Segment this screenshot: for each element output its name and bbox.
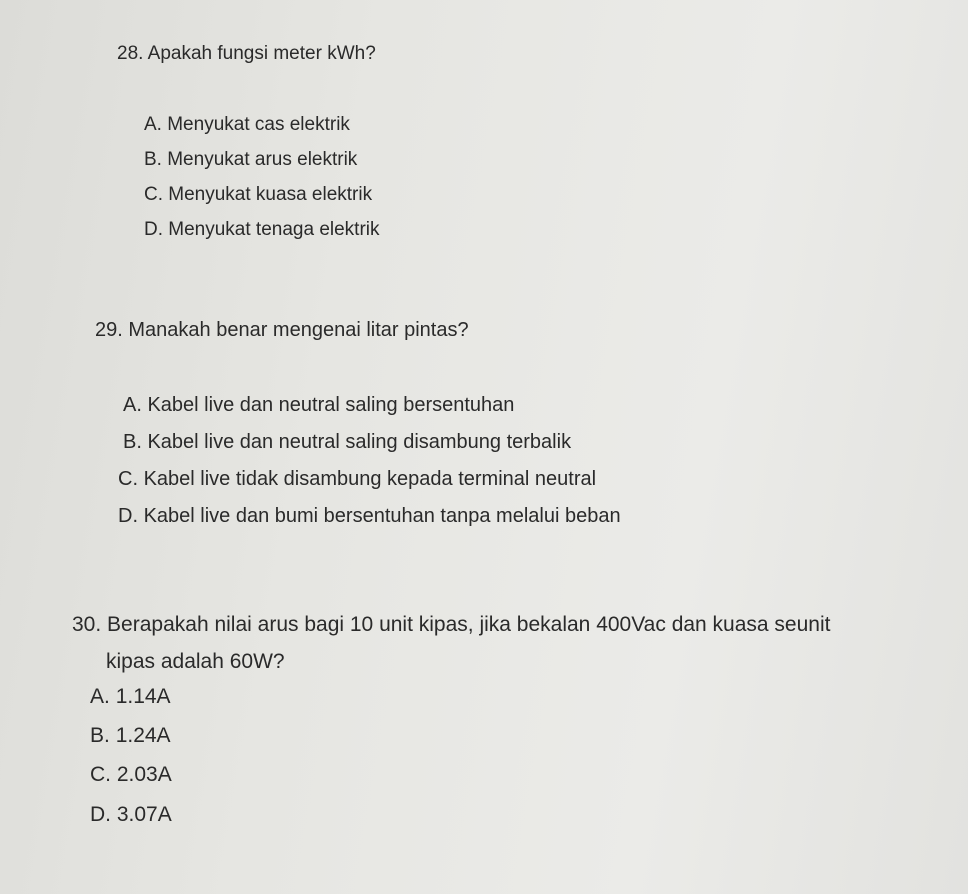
option-letter: A. [144,114,162,135]
question-number: 30. [72,613,102,636]
question-28 [117,44,376,63]
option-text: Menyukat arus elektrik [167,149,358,170]
option-29-d [118,506,621,526]
option-letter: B. [144,149,162,170]
option-text: 2.03A [116,763,172,786]
question-30 [72,614,830,635]
question-text-line-2: kipas adalah 60W? [106,650,285,673]
option-28-a [144,115,350,134]
option-29-a [123,395,514,415]
option-text: Menyukat kuasa elektrik [168,184,373,205]
question-text: Apakah fungsi meter kWh? [147,43,376,64]
option-28-b [144,150,357,169]
question-text-line-1: Berapakah nilai arus bagi 10 unit kipas, jika bekalan 400Vac dan kuasa seunit [107,613,831,636]
option-text: Kabel live dan neutral saling bersentuhan [147,394,515,416]
option-28-c [144,185,372,204]
question-30-continuation [106,651,285,672]
option-text: 1.14A [115,685,171,708]
option-30-a [90,686,171,707]
option-30-c [90,764,172,785]
question-29 [95,320,469,340]
option-text: Kabel live dan neutral saling disambung terbalik [147,431,572,453]
option-letter: B. [123,431,142,453]
option-letter: B. [90,724,110,747]
question-text: Manakah benar mengenai litar pintas? [128,319,469,341]
option-text: Menyukat tenaga elektrik [168,219,380,240]
option-letter: D. [144,219,163,240]
option-letter: C. [118,468,138,490]
option-29-b [123,432,571,452]
question-number: 28. [117,43,144,64]
question-number: 29. [95,319,123,341]
option-30-d [90,804,172,825]
option-30-b [90,725,171,746]
option-28-d [144,220,380,239]
option-letter: A. [90,685,110,708]
option-letter: D. [118,505,138,527]
option-text: Kabel live tidak disambung kepada terminal neutral [143,468,597,490]
option-letter: C. [90,763,111,786]
option-text: Menyukat cas elektrik [167,114,350,135]
option-text: 3.07A [116,803,172,826]
option-letter: D. [90,803,111,826]
option-text: Kabel live dan bumi bersentuhan tanpa melalui beban [143,505,621,527]
option-letter: C. [144,184,163,205]
option-text: 1.24A [115,724,171,747]
option-29-c [118,469,596,489]
option-letter: A. [123,394,142,416]
